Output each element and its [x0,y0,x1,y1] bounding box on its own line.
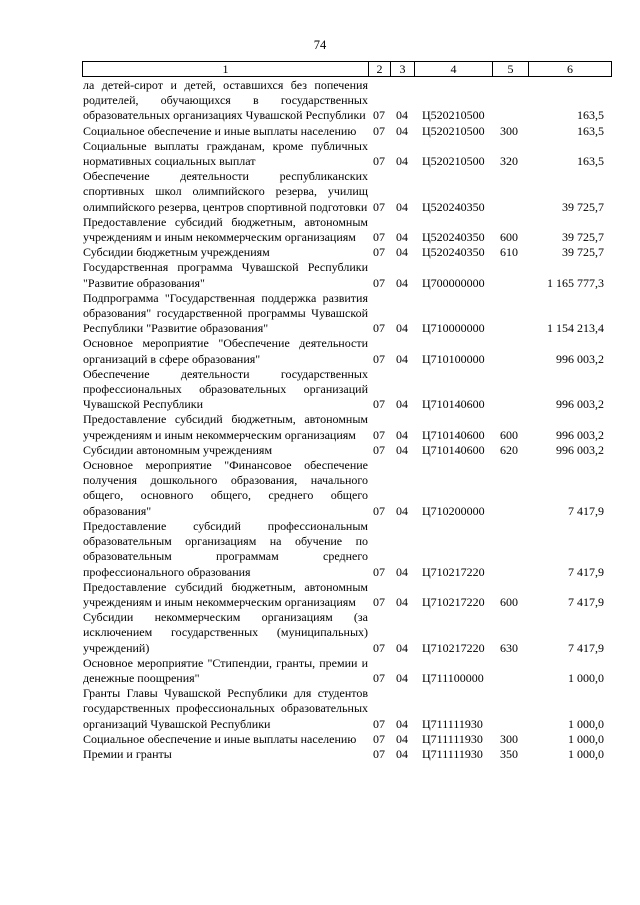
table-row [82,747,610,762]
row-section-code: 07 [373,442,385,457]
row-subsection-code: 04 [396,746,408,761]
row-description: Основное мероприятие "Обеспечение деятельности организаций в сфере образования" [83,336,368,366]
column-header-6: 6 [567,62,573,76]
row-amount: 163,5 [577,123,604,138]
row-description: Социальное обеспечение и иные выплаты населению [83,731,357,746]
row-description: Основное мероприятие "Финансовое обеспечение получения дошкольного образования, начального общего, основного общего, среднего общего образования" [83,458,368,518]
row-amount: 39 725,7 [562,199,604,214]
row-amount: 1 000,0 [568,746,604,761]
column-header-5: 5 [493,62,529,76]
row-amount: 7 417,9 [568,503,604,518]
table-row [82,458,610,519]
row-target-article: Ц520240350 [422,245,485,260]
row-subsection-code: 04 [396,245,408,260]
row-target-article: Ц700000000 [422,275,485,290]
row-target-article: Ц711111930 [422,731,483,746]
row-description: Субсидии некоммерческим организациям (за исключением государственных (муниципальных) учреждений) [83,610,368,655]
table-row [82,732,610,747]
row-description: ла детей-сирот и детей, оставшихся без попечения родителей, обучающихся в государственных образовательных организациях Чувашской Республики [83,78,368,123]
row-amount: 163,5 [577,154,604,169]
row-amount: 39 725,7 [562,245,604,260]
row-target-article: Ц711100000 [422,670,484,685]
row-section-code: 07 [373,670,385,685]
row-expense-type: 350 [500,746,518,761]
row-description: Основное мероприятие "Стипендии, гранты, премии и денежные поощрения" [83,655,368,685]
row-subsection-code: 04 [396,594,408,609]
row-section-code: 07 [373,746,385,761]
row-section-code: 07 [373,275,385,290]
row-description: Социальные выплаты гражданам, кроме публичных нормативных социальных выплат [83,138,368,169]
row-amount: 996 003,2 [556,442,604,457]
row-description: Обеспечение деятельности республиканских спортивных школ олимпийского резерва, училищ олимпийского резерва, центров спортивной подготовки [83,169,368,214]
row-subsection-code: 04 [396,640,408,655]
row-amount: 996 003,2 [556,351,604,366]
row-expense-type: 610 [500,245,518,260]
page-number: 74 [313,38,327,52]
table-row [82,656,610,686]
row-section-code: 07 [373,503,385,518]
row-section-code: 07 [373,716,385,731]
row-subsection-code: 04 [396,442,408,457]
column-header-2: 2 [369,62,391,76]
table-row [82,139,610,169]
row-target-article: Ц520210500 [422,123,485,138]
row-expense-type: 320 [500,154,518,169]
row-amount: 1 165 777,3 [547,275,604,290]
table-row [82,412,610,442]
table-row [82,336,610,366]
table-row [82,215,610,245]
row-target-article: Ц710000000 [422,321,485,336]
row-section-code: 07 [373,564,385,579]
row-amount: 1 154 213,4 [547,321,604,336]
row-target-article: Ц520210500 [422,108,485,123]
column-header-3: 3 [391,62,415,76]
row-section-code: 07 [373,154,385,169]
row-expense-type: 600 [500,594,518,609]
row-subsection-code: 04 [396,154,408,169]
row-description: Предоставление субсидий бюджетным, автономным учреждениям и иным некоммерческим организациям [83,579,368,609]
row-subsection-code: 04 [396,716,408,731]
row-target-article: Ц710217220 [422,594,485,609]
row-subsection-code: 04 [396,230,408,245]
row-description: Предоставление субсидий бюджетным, автономным учреждениям и иным некоммерческим организациям [83,412,368,442]
table-header [82,61,612,77]
row-description: Субсидии бюджетным учреждениям [83,245,270,260]
row-target-article: Ц710200000 [422,503,485,518]
row-section-code: 07 [373,123,385,138]
row-section-code: 07 [373,594,385,609]
row-target-article: Ц710140600 [422,442,485,457]
row-target-article: Ц520240350 [422,199,485,214]
row-description: Премии и гранты [83,746,172,761]
row-amount: 996 003,2 [556,427,604,442]
row-subsection-code: 04 [396,108,408,123]
row-subsection-code: 04 [396,731,408,746]
table-row [82,78,610,124]
row-subsection-code: 04 [396,427,408,442]
row-section-code: 07 [373,108,385,123]
row-subsection-code: 04 [396,503,408,518]
row-description: Предоставление субсидий профессиональным образовательным организациям на обучение по образовательным программам среднего профессионального образования [83,518,368,579]
row-amount: 1 000,0 [568,731,604,746]
table-row [82,367,610,413]
row-expense-type: 630 [500,640,518,655]
row-subsection-code: 04 [396,199,408,214]
column-header-1: 1 [83,62,369,76]
row-subsection-code: 04 [396,123,408,138]
row-target-article: Ц710217220 [422,640,485,655]
row-target-article: Ц710140600 [422,427,485,442]
table-row [82,443,610,458]
row-amount: 163,5 [577,108,604,123]
row-amount: 7 417,9 [568,640,604,655]
row-expense-type: 600 [500,230,518,245]
row-description: Предоставление субсидий бюджетным, автономным учреждениям и иным некоммерческим организациям [83,214,368,245]
table-body [82,78,610,762]
row-amount: 7 417,9 [568,564,604,579]
table-row [82,124,610,139]
row-amount: 1 000,0 [568,716,604,731]
table-row [82,686,610,732]
column-header-4: 4 [415,62,493,76]
table-row [82,245,610,260]
table-row [82,260,610,290]
row-description: Социальное обеспечение и иные выплаты населению [83,123,357,138]
row-amount: 39 725,7 [562,230,604,245]
table-row [82,291,610,337]
row-section-code: 07 [373,397,385,412]
row-section-code: 07 [373,321,385,336]
table-row [82,519,610,580]
row-subsection-code: 04 [396,275,408,290]
row-subsection-code: 04 [396,564,408,579]
row-target-article: Ц710100000 [422,351,485,366]
row-subsection-code: 04 [396,670,408,685]
row-section-code: 07 [373,640,385,655]
row-target-article: Ц711111930 [422,746,483,761]
row-subsection-code: 04 [396,397,408,412]
row-amount: 1 000,0 [568,670,604,685]
row-section-code: 07 [373,427,385,442]
row-section-code: 07 [373,351,385,366]
row-description: Гранты Главы Чувашской Республики для студентов государственных профессиональных образовательных организаций Чувашской Республики [83,686,368,731]
row-amount: 7 417,9 [568,594,604,609]
row-expense-type: 300 [500,123,518,138]
row-expense-type: 600 [500,427,518,442]
row-section-code: 07 [373,230,385,245]
row-target-article: Ц710217220 [422,564,485,579]
row-target-article: Ц520210500 [422,154,485,169]
row-section-code: 07 [373,199,385,214]
row-section-code: 07 [373,245,385,260]
row-expense-type: 620 [500,442,518,457]
row-target-article: Ц710140600 [422,397,485,412]
row-description: Обеспечение деятельности государственных профессиональных образовательных организаций Чувашской Республики [83,366,368,412]
table-row [82,610,610,656]
row-description: Государственная программа Чувашской Республики "Развитие образования" [83,260,368,290]
table-row [82,169,610,215]
row-amount: 996 003,2 [556,397,604,412]
table-row [82,580,610,610]
row-description: Субсидии автономным учреждениям [83,442,273,457]
row-expense-type: 300 [500,731,518,746]
row-subsection-code: 04 [396,321,408,336]
row-section-code: 07 [373,731,385,746]
row-target-article: Ц711111930 [422,716,483,731]
row-subsection-code: 04 [396,351,408,366]
row-target-article: Ц520240350 [422,230,485,245]
row-description: Подпрограмма "Государственная поддержка развития образования" государственной программы Чувашской Республики "Развитие образования" [83,290,368,336]
